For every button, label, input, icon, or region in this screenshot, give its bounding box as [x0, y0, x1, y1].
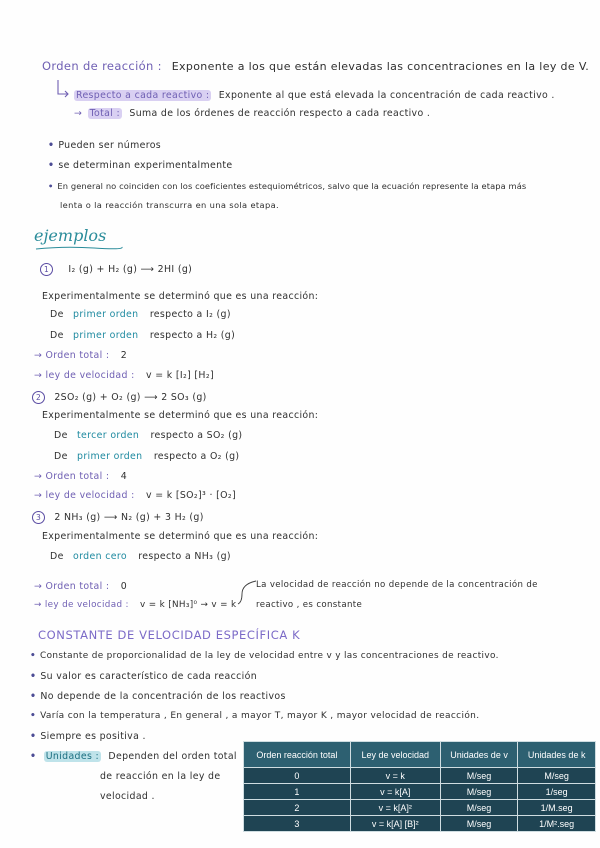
table-cell: v = k[A] [B]²: [350, 816, 440, 832]
example-order-line: De tercer orden respecto a SO₂ (g): [54, 430, 243, 441]
example-3-reaction-line: [32, 511, 204, 524]
respecto-line: [74, 90, 555, 101]
example-order-line: De primer orden respecto a H₂ (g): [50, 330, 236, 341]
respecto-label: Respecto a cada reactivo :: [76, 90, 210, 101]
example-reaction: 2 NH₃ (g) ⟶ N₂ (g) + 3 H₂ (g): [54, 512, 204, 523]
table-cell: v = k: [350, 768, 440, 784]
example-note-line: reactivo , es constante: [256, 600, 363, 610]
bullet-dot-icon: •: [30, 691, 37, 702]
column-header: Unidades de v: [440, 742, 518, 768]
constante-title: CONSTANTE DE VELOCIDAD ESPECÍFICA K: [38, 628, 301, 642]
column-header: Ley de velocidad: [350, 742, 440, 768]
bullet-item: • Constante de proporcionalidad de la ley de velocidad entre v y las concentraciones de reactivo.: [30, 651, 499, 661]
bullet-dot-icon: •: [30, 711, 37, 721]
bullet-item: • Siempre es positiva .: [30, 731, 146, 742]
table-cell: M/seg: [518, 768, 596, 784]
table-cell: 3: [244, 816, 351, 832]
example-1-reaction-line: [40, 263, 192, 276]
table-cell: M/seg: [440, 784, 518, 800]
bullet-dot-icon: •: [48, 140, 55, 151]
underline-swash: [34, 244, 124, 252]
bullet-item: • En general no coinciden con los coeficientes estequiométricos, salvo que la ecuación represente la etapa más: [48, 181, 527, 191]
table-cell: 1/M.seg: [518, 800, 596, 816]
example-note-line: La velocidad de reacción no depende de la concentración de: [256, 580, 538, 590]
example-order-line: De primer orden respecto a O₂ (g): [54, 451, 240, 462]
bullet-dot-icon: •: [48, 160, 55, 171]
example-total-line: → Orden total : 2: [34, 350, 128, 361]
bullet-dot-icon: •: [30, 671, 37, 682]
orden-heading-line: [42, 59, 589, 73]
bullet-item: • No depende de la concentración de los reactivos: [30, 691, 286, 702]
table-cell: v = k[A]: [350, 784, 440, 800]
example-intro: Experimentalmente se determinó que es una reacción:: [42, 291, 319, 302]
total-label: Total :: [89, 108, 121, 119]
example-ley-line: → ley de velocidad : v = k [SO₂]³ · [O₂]: [34, 490, 236, 501]
units-table: [243, 741, 596, 832]
table-cell: 0: [244, 768, 351, 784]
column-header: Unidades de k: [518, 742, 596, 768]
table-cell: 2: [244, 800, 351, 816]
bullet-item: • Varía con la temperatura , En general , a mayor T, mayor K , mayor velocidad de reacción.: [30, 711, 480, 721]
arrow-bracket-icon: [56, 80, 70, 100]
example-intro: Experimentalmente se determinó que es una reacción:: [42, 410, 319, 421]
table-row: [244, 816, 596, 832]
table-row: [244, 800, 596, 816]
table-cell: 1/seg: [518, 784, 596, 800]
bullet-dot-icon: •: [30, 731, 37, 742]
example-order-line: De orden cero respecto a NH₃ (g): [50, 551, 231, 562]
unidades-text: de reacción en la ley de: [100, 771, 221, 782]
example-intro: Experimentalmente se determinó que es una reacción:: [42, 531, 319, 542]
table-header-row: [244, 742, 596, 768]
example-reaction: 2SO₂ (g) + O₂ (g) ⟶ 2 SO₃ (g): [54, 392, 207, 403]
bullet-dot-icon: •: [30, 651, 37, 661]
column-header: Orden reacción total: [244, 742, 351, 768]
number-circle-icon: 3: [32, 511, 45, 524]
table-row: [244, 784, 596, 800]
table-cell: M/seg: [440, 816, 518, 832]
unidades-text: velocidad .: [100, 791, 155, 802]
table-cell: v = k[A]²: [350, 800, 440, 816]
example-order-line: De primer orden respecto a I₂ (g): [50, 309, 231, 320]
total-text: Suma de los órdenes de reacción respecto a cada reactivo .: [129, 108, 431, 119]
orden-definition: Exponente a los que están elevadas las concentraciones en la ley de V.: [171, 60, 590, 73]
bullet-dot-icon: •: [30, 751, 37, 762]
number-circle-icon: 2: [32, 391, 45, 404]
unidades-text: Dependen del orden total: [108, 751, 237, 762]
table-cell: M/seg: [440, 800, 518, 816]
example-total-line: → Orden total : 4: [34, 471, 128, 482]
example-2-reaction-line: [32, 391, 207, 404]
bullet-continuation: lenta o la reacción transcurra en una sola etapa.: [60, 200, 279, 210]
table-cell: 1: [244, 784, 351, 800]
example-reaction: I₂ (g) + H₂ (g) ⟶ 2HI (g): [68, 264, 193, 275]
respecto-text: Exponente al que está elevada la concentración de cada reactivo .: [218, 90, 555, 101]
bullet-dot-icon: •: [48, 181, 54, 191]
bullet-item: • Su valor es característico de cada reacción: [30, 671, 257, 682]
ejemplos-title: ejemplos: [34, 226, 107, 245]
total-line: [74, 108, 430, 119]
unidades-line: [30, 751, 237, 762]
unidades-label: Unidades :: [45, 751, 100, 762]
orden-title: Orden de reacción :: [42, 59, 162, 73]
table-row: [244, 768, 596, 784]
example-ley-line: → ley de velocidad : v = k [NH₃]⁰ → v = k: [34, 600, 237, 610]
table-cell: M/seg: [440, 768, 518, 784]
bullet-item: • Pueden ser números: [48, 140, 162, 151]
example-total-line: → Orden total : 0: [34, 581, 128, 592]
example-ley-line: → ley de velocidad : v = k [I₂] [H₂]: [34, 370, 214, 381]
table-cell: 1/M².seg: [518, 816, 596, 832]
arrow-right-icon: →: [74, 108, 83, 119]
number-circle-icon: 1: [40, 263, 53, 276]
bullet-item: • se determinan experimentalmente: [48, 160, 233, 171]
